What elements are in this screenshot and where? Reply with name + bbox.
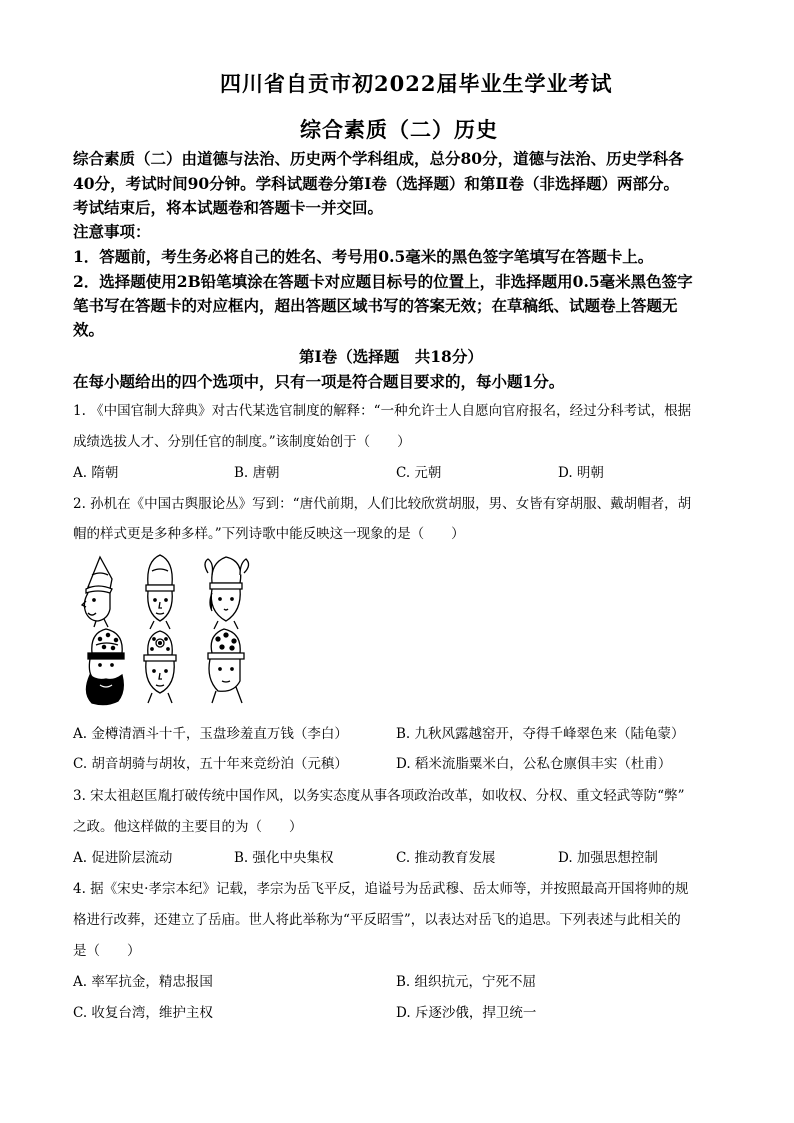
notice-item-2-line-1: 2．选择题使用2B铅笔填涂在答题卡对应题目标号的位置上，非选择题用0.5毫米黑色签字 [73, 272, 693, 291]
q1-option-b: B. 唐朝 [234, 465, 280, 481]
q3-option-d: D. 加强思想控制 [558, 850, 658, 866]
q1-option-a: A. 隋朝 [73, 465, 119, 481]
q2-stem-line-2: 帽的样式更是多种多样。”下列诗歌中能反映这一现象的是（ ） [73, 526, 465, 542]
intro-line-1: 综合素质（二）由道德与法治、历史两个学科组成，总分80分，道德与法治、历史学科各 [73, 149, 684, 168]
page-title: 四川省自贡市初2022届毕业生学业考试 [220, 71, 613, 96]
q3-option-c: C. 推动教育发展 [396, 850, 496, 866]
q4-option-b: B. 组织抗元，宁死不屈 [396, 974, 537, 990]
q2-option-d: D. 稻米流脂粟米白，公私仓廪俱丰实（杜甫） [396, 756, 672, 772]
q3-stem-line-2: 之政。他这样做的主要目的为（ ） [73, 819, 303, 835]
q3-stem-line-1: 3. 宋太祖赵匡胤打破传统中国作风，以务实态度从事各项政治改革，如收权、分权、重文轻武等防“弊” [73, 788, 685, 804]
q4-option-c: C. 收复台湾，维护主权 [73, 1005, 213, 1021]
q1-option-c: C. 元朝 [396, 465, 442, 481]
q3-option-a: A. 促进阶层流动 [73, 850, 173, 866]
q1-stem-line-2: 成绩选拔人才、分别任官的制度。”该制度始创于（ ） [73, 434, 411, 450]
q4-stem-line-3: 是（ ） [73, 943, 141, 959]
notice-item-1: 1．答题前，考生务必将自己的姓名、考号用0.5毫米的黑色签字笔填写在答题卡上。 [73, 247, 654, 266]
q4-stem-line-1: 4. 据《宋史·孝宗本纪》记载，孝宗为岳飞平反，追谥号为岳武穆、岳太师等，并按照最高开国将帅的规 [73, 881, 689, 897]
notice-item-2-line-2: 笔书写在答题卡的对应框内，超出答题区域书写的答案无效；在草稿纸、试题卷上答题无 [73, 296, 678, 315]
notice-item-2-line-3: 效。 [73, 320, 105, 339]
figure-head-3 [205, 557, 249, 629]
q2-option-c: C. 胡音胡骑与胡妆，五十年来竞纷泊（元稹） [73, 756, 348, 772]
q1-stem-line-1: 1. 《中国官制大辞典》对古代某选官制度的解释：“一种允许士人自愿向官府报名，经过分科考试，根据 [73, 403, 692, 419]
section-instruction: 在每小题给出的四个选项中，只有一项是符合题目要求的，每小题1分。 [73, 372, 565, 391]
q4-option-d: D. 斥逐沙俄，捍卫统一 [396, 1005, 537, 1021]
figure-head-2 [146, 555, 174, 629]
q2-option-b: B. 九秋风露越窑开，夺得千峰翠色来（陆龟蒙） [396, 726, 685, 742]
q1-option-d: D. 明朝 [558, 465, 604, 481]
figure-head-4 [86, 629, 124, 705]
q4-stem-line-2: 格进行改葬，还建立了岳庙。世人将此举称为“平反昭雪”，以表达对岳飞的追思。下列表述与此相关的 [73, 912, 681, 928]
figure-head-5 [144, 631, 176, 703]
notice-heading: 注意事项： [73, 222, 151, 241]
q3-option-b: B. 强化中央集权 [234, 850, 334, 866]
intro-line-3: 考试结束后，将本试题卷和答题卡一并交回。 [73, 198, 384, 217]
q2-option-a: A. 金樽清酒斗十千，玉盘珍羞直万钱（李白） [73, 726, 348, 742]
section-title: 第Ⅰ卷（选择题 共18分） [299, 347, 483, 366]
figure-head-1 [82, 557, 112, 627]
page-subtitle: 综合素质（二）历史 [300, 117, 498, 142]
q2-stem-line-1: 2. 孙机在《中国古舆服论丛》写到：“唐代前期，人们比较欣赏胡服，男、女皆有穿胡服、戴胡帽者，胡 [73, 496, 692, 512]
q4-option-a: A. 率军抗金，精忠报国 [73, 974, 213, 990]
intro-line-2: 40分，考试时间90分钟。学科试题卷分第Ⅰ卷（选择题）和第Ⅱ卷（非选择题）两部分。 [73, 174, 679, 193]
figure-head-6 [208, 629, 244, 703]
hu-hats-illustration [78, 553, 264, 707]
